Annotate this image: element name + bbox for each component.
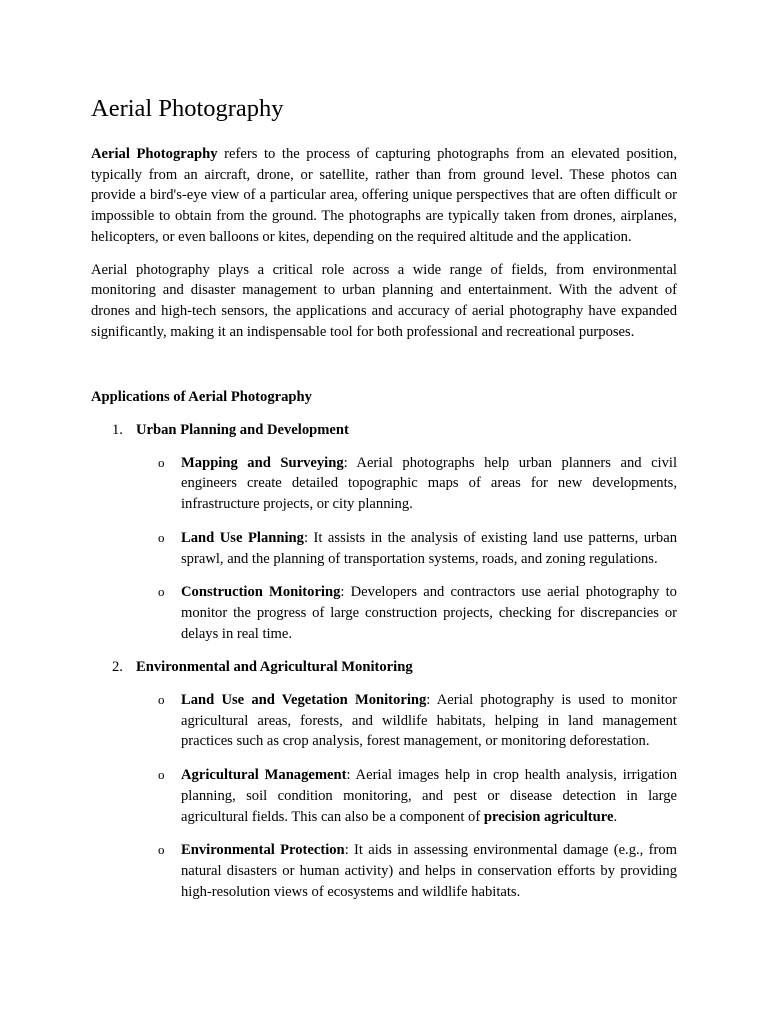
intro-paragraph [91, 144, 677, 248]
intro-term: Aerial Photography [91, 146, 218, 162]
document-title: Aerial Photography [91, 95, 284, 122]
body-paragraph: Aerial photography plays a critical role across a wide range of fields, from environmental monitoring and disaster management to urban planning and entertainment. With the advent of drones and high-tech sensors, the applications and accuracy of aerial photography have expanded significantly, making it an indispensable tool for both professional and recreational purposes. [91, 261, 677, 340]
document-page [91, 92, 677, 915]
section-number: 2. [112, 659, 123, 676]
list-item [91, 582, 677, 644]
item-term: Construction Monitoring [181, 584, 341, 601]
item-tail: . [613, 808, 618, 825]
bullet-marker: o [158, 842, 165, 858]
section-label: Urban Planning and Development [136, 422, 349, 439]
numbered-section-2 [91, 657, 677, 678]
list-item [91, 840, 677, 902]
list-item [91, 528, 677, 569]
item-text: : It assists in the analysis of existing land use patterns, urban sprawl, and the planning of transportation systems, roads, and zoning regulations. [181, 529, 677, 567]
item-term: Mapping and Surveying [181, 454, 344, 471]
bullet-marker: o [158, 454, 165, 470]
item-emphasis: precision agriculture [483, 808, 614, 825]
applications-heading: Applications of Aerial Photography [91, 389, 312, 406]
bullet-marker: o [158, 692, 165, 708]
item-term: Environmental Protection [181, 842, 345, 859]
item-text: : It aids in assessing environmental damage (e.g., from natural disasters or human activity) and helps in conservation efforts by providing high-resolution views of ecosystems and wildlife habitats. [181, 842, 677, 900]
item-text: : Aerial photographs help urban planners and civil engineers create detailed topographic maps of areas for new developments, infrastructure projects, or city planning. [181, 454, 678, 513]
bullet-marker: o [158, 767, 165, 783]
list-item [91, 765, 677, 827]
section-number: 1. [112, 422, 123, 439]
list-item [91, 453, 677, 515]
bullet-marker: o [158, 529, 165, 545]
numbered-section-1 [91, 420, 677, 441]
item-term: Land Use Planning [181, 529, 304, 546]
list-item [91, 690, 677, 752]
section-label: Environmental and Agricultural Monitoring [136, 659, 413, 676]
item-text: : Aerial images help in crop health analysis, irrigation planning, soil condition monitoring, and pest or disease detection in large agricultural fields. This can also be a component of [181, 767, 677, 825]
item-term: Land Use and Vegetation Monitoring [181, 692, 427, 709]
item-term: Agricultural Management [181, 767, 347, 784]
item-text: : Aerial photography is used to monitor agricultural areas, forests, and wildlife habitats, helping in land management practices such as crop analysis, forest management, or monitoring deforestation. [181, 692, 677, 750]
intro-text: refers to the process of capturing photographs from an elevated position, typically from an aircraft, drone, or satellite, rather than from ground level. These photos can provide a bird's-eye view of a particular area, offering unique perspectives that are often difficult or impossible to obtain from the ground. The photographs are typically taken from drones, airplanes, helicopters, or even balloons or kites, depending on the required altitude and the application. [91, 146, 677, 245]
item-text: : Developers and contractors use aerial photography to monitor the progress of large construction projects, checking for discrepancies or delays in real time. [181, 584, 677, 642]
bullet-marker: o [158, 584, 165, 600]
